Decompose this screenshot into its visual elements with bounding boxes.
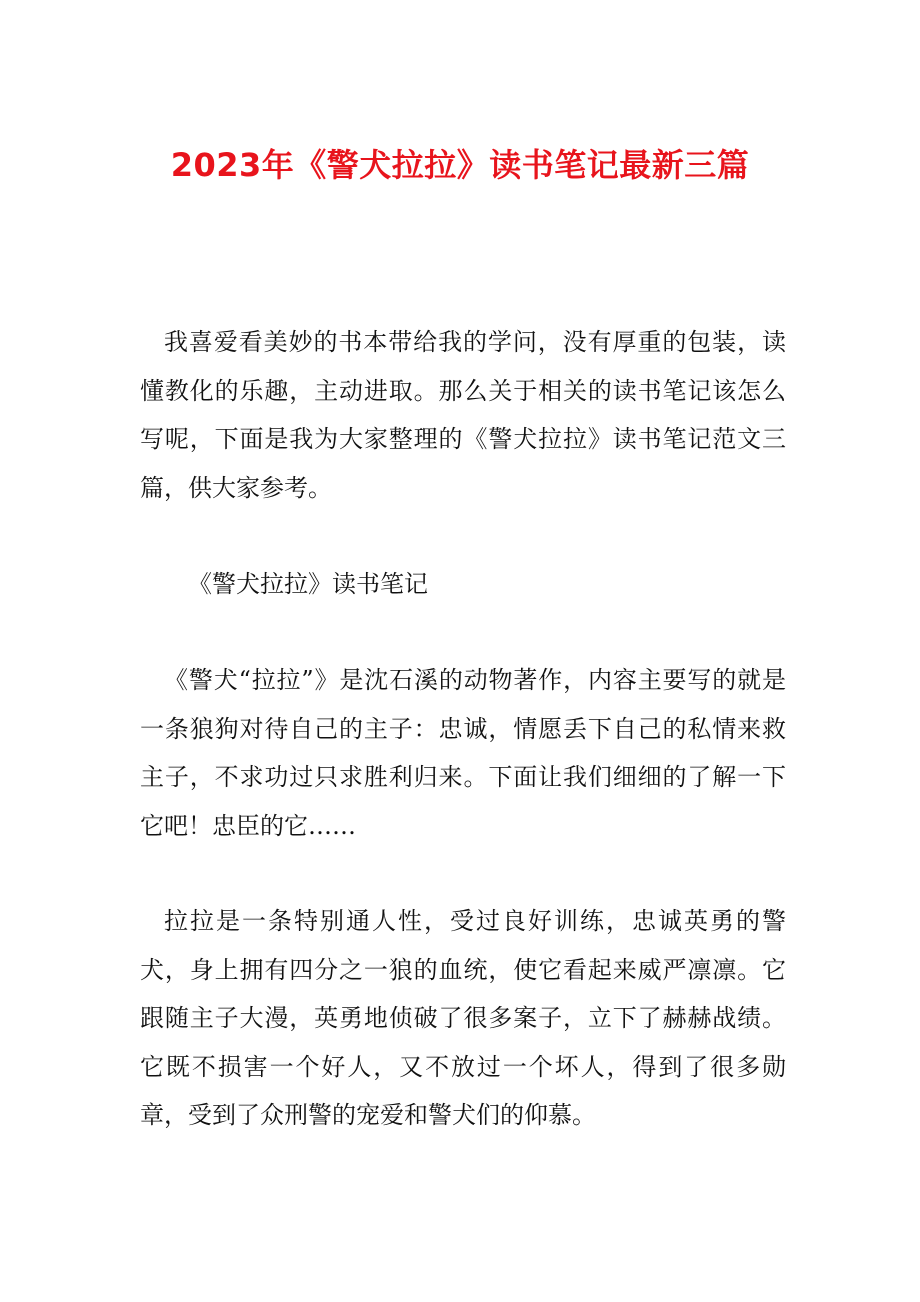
intro-paragraph: 我喜爱看美妙的书本带给我的学问，没有厚重的包装，读懂教化的乐趣，主动进取。那么关于相关的读书笔记该怎么写呢，下面是我为大家整理的《警犬拉拉》读书笔记范文三篇，供大家参考。 — [140, 328, 786, 502]
section-title: 《警犬拉拉》读书笔记 — [188, 570, 428, 598]
document-title: 2023年《警犬拉拉》读书笔记最新三篇 — [170, 146, 750, 184]
body-paragraph-1: 《警犬“拉拉”》是沈石溪的动物著作，内容主要写的就是一条狼狗对待自己的主子：忠诚，情愿丢下自己的私情来救主子，不求功过只求胜利归来。下面让我们细细的了解一下它吧！忠臣的它…… — [140, 666, 786, 840]
body-paragraph-2: 拉拉是一条特别通人性，受过良好训练，忠诚英勇的警犬，身上拥有四分之一狼的血统，使它看起来威严凛凛。它跟随主子大漫，英勇地侦破了很多案子，立下了赫赫战绩。它既不损害一个好人，又不放过一个坏人，得到了很多勋章，受到了众刑警的宠爱和警犬们的仰慕。 — [140, 907, 786, 1129]
